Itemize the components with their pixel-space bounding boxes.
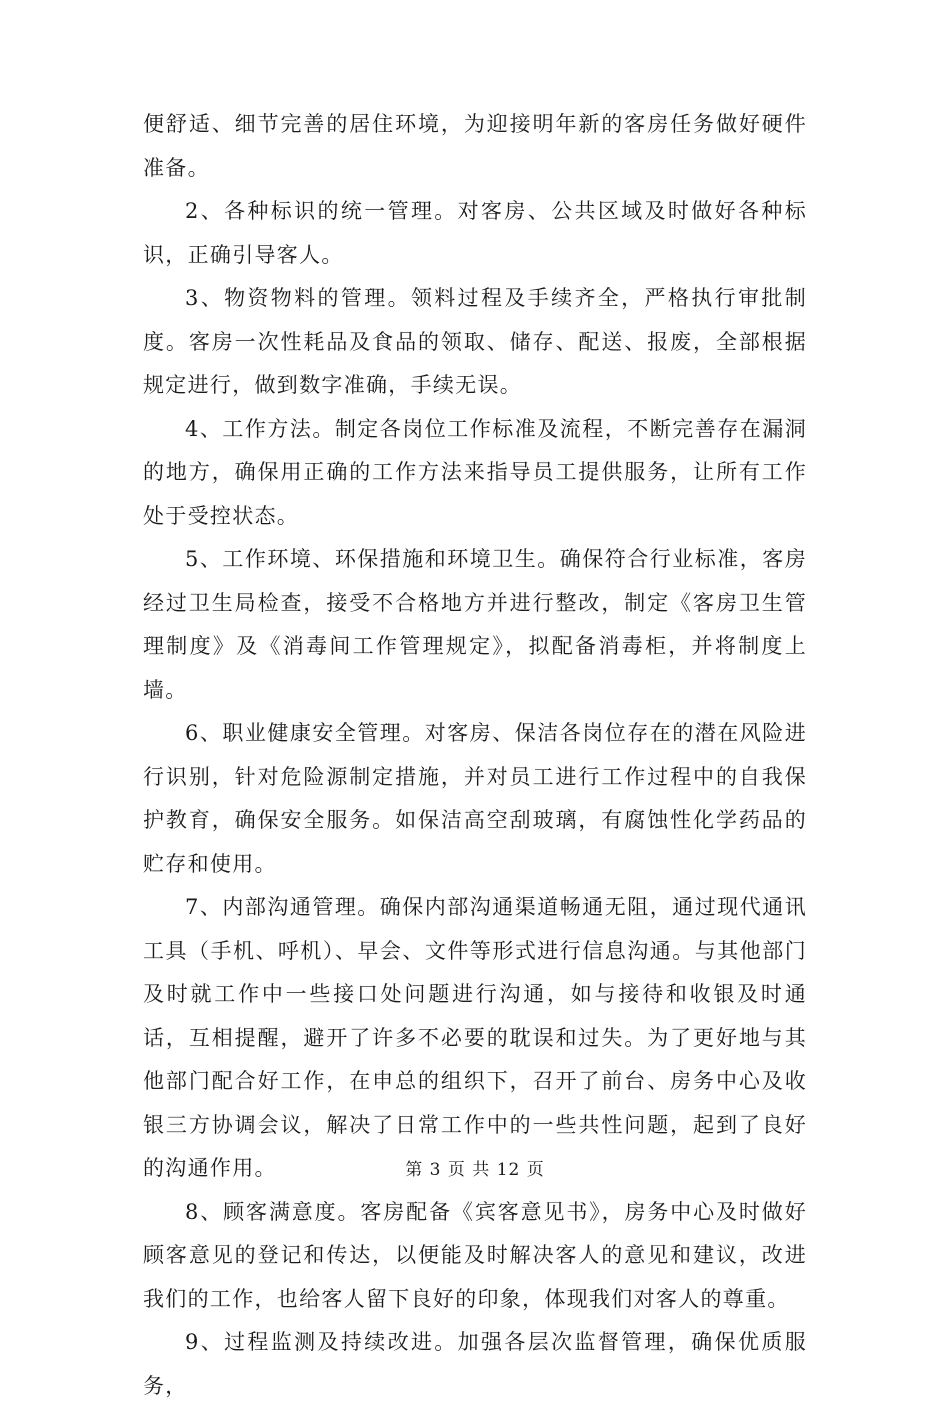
paragraph-customer-satisfaction: 8、顾客满意度。客房配备《宾客意见书》，房务中心及时做好顾客意见的登记和传达，以便能及时解决客人的意见和建议，改进我们的工作，也给客人留下良好的印象，体现我们对客人的尊重。 — [143, 1199, 807, 1311]
paragraph-internal-communication: 7、内部沟通管理。确保内部沟通渠道畅通无阻，通过现代通讯工具（手机、呼机）、早会、文件等形式进行信息沟通。与其他部门及时就工作中一些接口处问题进行沟通，如与接待和收银及时通话，互相提醒，避开了许多不必要的耽误和过失。为了更好地与其他部门配合好工作，在申总的组织下，召开了前台、房务中心及收银三方协调会议，解决了日常工作中的一些共性问题，起到了良好的沟通作用。 — [143, 895, 807, 1180]
paragraph-work-methods: 4、工作方法。制定各岗位工作标准及流程，不断完善存在漏洞的地方，确保用正确的工作方法来指导员工提供服务，让所有工作处于受控状态。 — [143, 416, 807, 528]
page-footer — [0, 1155, 950, 1180]
page-number: 第 3 页 共 12 页 — [405, 1160, 545, 1180]
paragraph-signage-management: 2、各种标识的统一管理。对客房、公共区域及时做好各种标识，正确引导客人。 — [143, 199, 807, 267]
paragraph-work-environment: 5、工作环境、环保措施和环境卫生。确保符合行业标准，客房经过卫生局检查，接受不合格地方并进行整改，制定《客房卫生管理制度》及《消毒间工作管理规定》，拟配备消毒柜，并将制度上墙。 — [143, 547, 807, 702]
paragraph-materials-management: 3、物资物料的管理。领料过程及手续齐全，严格执行审批制度。客房一次性耗品及食品的领取、储存、配送、报废，全部根据规定进行，做到数字准确，手续无误。 — [143, 286, 807, 397]
paragraph-process-monitoring: 9、过程监测及持续改进。加强各层次监督管理，确保优质服务， — [143, 1330, 807, 1398]
document-body — [143, 103, 807, 1408]
paragraph-continuation: 便舒适、细节完善的居住环境，为迎接明年新的客房任务做好硬件准备。 — [143, 112, 807, 180]
paragraph-occupational-safety: 6、职业健康安全管理。对客房、保洁各岗位存在的潜在风险进行识别，针对危险源制定措施，并对员工进行工作过程中的自我保护教育，确保安全服务。如保洁高空刮玻璃，有腐蚀性化学药品的贮存和使用。 — [143, 721, 807, 876]
